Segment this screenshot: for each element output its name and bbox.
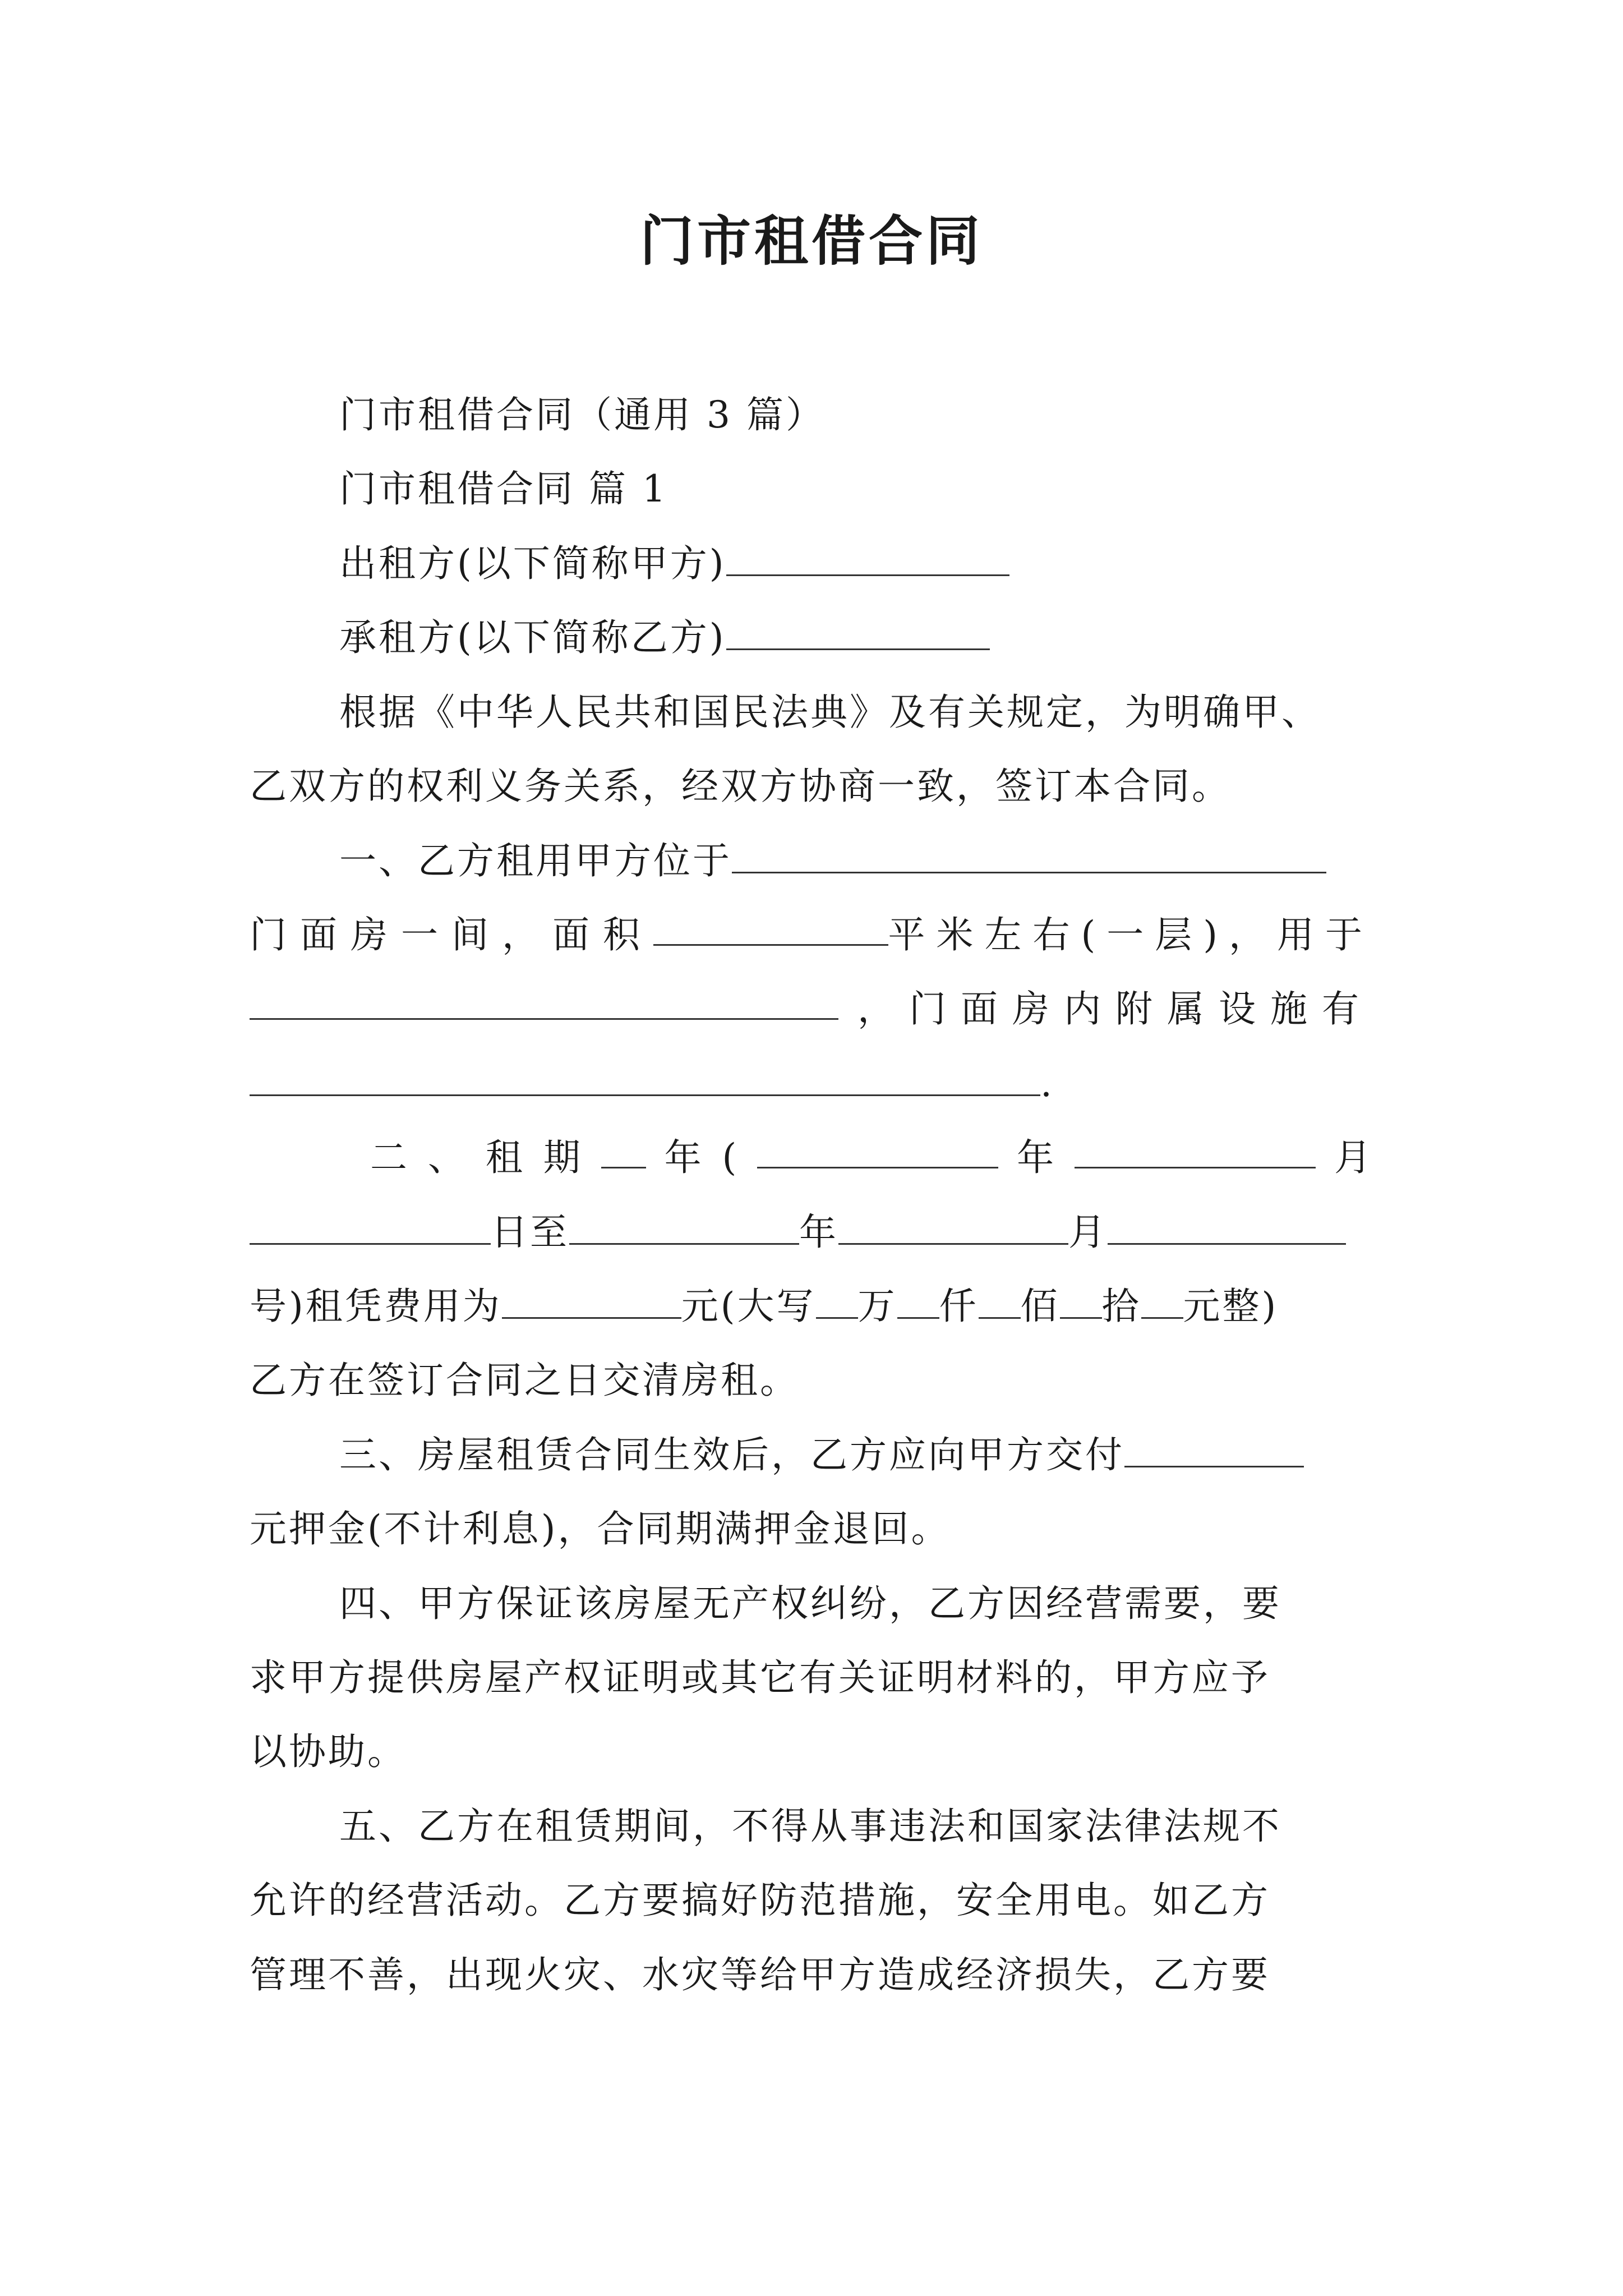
clause-3-line-1 (339, 1427, 1373, 1483)
deposit-blank[interactable] (1124, 1429, 1304, 1467)
end-day-blank[interactable] (1108, 1206, 1346, 1245)
clause-4-line-1: 四、甲方保证该房屋无产权纠纷，乙方因经营需要，要 (339, 1582, 1281, 1625)
location-blank[interactable] (732, 835, 1326, 873)
clause-2-ri-zhi: 日至 (491, 1211, 569, 1254)
lessee-blank[interactable] (726, 611, 990, 650)
clause-1-text-b2: 平米左右(一层)，用于 (888, 913, 1373, 956)
rent-amount-blank[interactable] (502, 1280, 681, 1319)
clause-5-line-2: 允许的经营活动。乙方要搞好防范措施，安全用电。如乙方 (250, 1879, 1270, 1922)
clause-1-text-c: ，门面房内附属设施有 (857, 987, 1373, 1030)
clause-1-line-1 (339, 833, 1373, 889)
lessor-line (339, 536, 1373, 592)
clause-5-line-3: 管理不善，出现火灾、水灾等给甲方造成经济损失，乙方要 (250, 1953, 1270, 1996)
clause-2-line-2 (250, 1204, 1373, 1260)
clause-2-zu: 租 (485, 1136, 525, 1179)
clause-1-line-2 (250, 907, 1373, 963)
clause-2-qi: 期 (543, 1136, 583, 1179)
start-year-blank[interactable] (757, 1130, 998, 1168)
clause-2-sep: 、 (427, 1136, 467, 1179)
clause-2-month-label: 月 (1334, 1136, 1373, 1179)
clause-2-line-3 (250, 1278, 1373, 1335)
clause-2-yue: 月 (1068, 1211, 1108, 1254)
clause-3-line-2: 元押金(不计利息)，合同期满押金退回。 (250, 1507, 951, 1550)
lessor-blank[interactable] (726, 537, 1009, 576)
clause-2-qian: 仟 (939, 1285, 979, 1328)
clause-2-year-label: 年 (1017, 1136, 1057, 1179)
area-blank[interactable] (653, 907, 888, 946)
clause-2-hao: 号)租凭费用为 (250, 1285, 502, 1328)
document-subtitle: 门市租借合同（通用 3 篇） (339, 393, 825, 436)
usage-blank[interactable] (250, 981, 838, 1020)
start-month-blank[interactable] (1075, 1130, 1316, 1168)
clause-2-bai: 佰 (1020, 1285, 1060, 1328)
end-year-blank[interactable] (569, 1206, 799, 1245)
clause-2-year-unit: 年 (664, 1136, 704, 1179)
end-month-blank[interactable] (838, 1206, 1068, 1245)
clause-2-yuanzheng: 元整) (1183, 1285, 1279, 1328)
clause-4-line-2: 求甲方提供房屋产权证明或其它有关证明材料的，甲方应予 (250, 1656, 1270, 1699)
clause-2-line-1 (370, 1130, 1373, 1186)
clause-4-line-3: 以协助。 (250, 1730, 407, 1773)
clause-3-text-a: 三、房屋租赁合同生效后，乙方应向甲方交付 (339, 1433, 1124, 1476)
lessee-label: 承租方(以下简称乙方) (339, 616, 726, 659)
clause-2-wan: 万 (857, 1285, 897, 1328)
clause-1-text-b1: 门面房一间，面积 (250, 913, 653, 956)
section-heading: 门市租借合同 篇 1 (339, 467, 668, 510)
clause-1-line-3 (250, 981, 1373, 1037)
clause-2-open-paren: ( (722, 1136, 739, 1179)
wan-blank[interactable] (816, 1280, 858, 1319)
clause-2-num: 二 (370, 1136, 409, 1179)
document-title: 门市租借合同 (640, 209, 983, 273)
preamble-line-1: 根据《中华人民共和国民法典》及有关规定，为明确甲、 (339, 691, 1321, 734)
preamble-line-2: 乙双方的权利义务关系，经双方协商一致，签订本合同。 (250, 765, 1231, 808)
term-years-blank[interactable] (601, 1130, 646, 1168)
clause-2-line-4: 乙方在签订合同之日交清房租。 (250, 1359, 799, 1402)
lessor-label: 出租方(以下简称甲方) (339, 542, 726, 585)
lessee-line (339, 610, 1373, 666)
clause-1-line-4 (250, 1056, 1373, 1112)
clause-5-line-1: 五、乙方在租赁期间，不得从事违法和国家法律法规不 (339, 1805, 1281, 1848)
bai-blank[interactable] (979, 1280, 1021, 1319)
facilities-blank[interactable] (250, 1057, 1040, 1096)
clause-2-yuan: 元(大写 (681, 1285, 816, 1328)
clause-1-text-a: 一、乙方租用甲方位于 (339, 839, 732, 882)
clause-1-end: . (1040, 1062, 1054, 1105)
clause-2-nian: 年 (799, 1211, 838, 1254)
start-day-blank[interactable] (250, 1206, 491, 1245)
clause-2-shi: 拾 (1101, 1285, 1141, 1328)
qian-blank[interactable] (897, 1280, 939, 1319)
yuan-blank[interactable] (1141, 1280, 1183, 1319)
shi-blank[interactable] (1060, 1280, 1102, 1319)
